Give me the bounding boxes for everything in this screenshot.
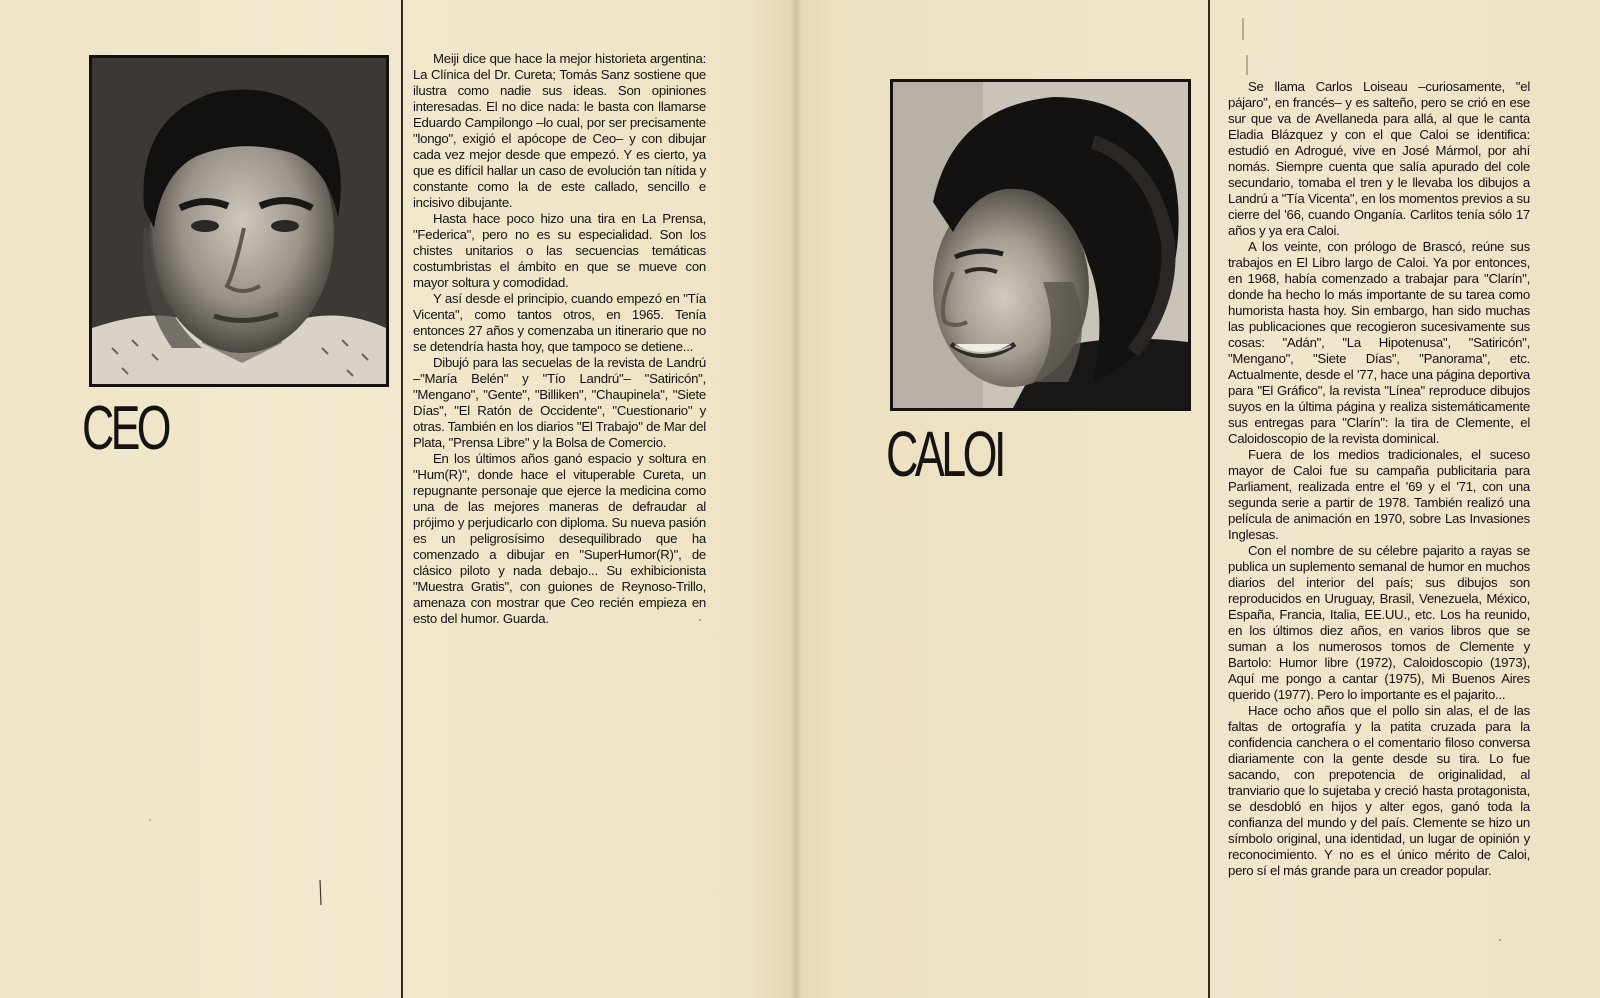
caloi-paragraph: Hace ocho años que el pollo sin alas, el de las faltas de ortografía y la patita cruzada para la confidencia canchera o el comentario filoso conversa diariamente con la gente desde su tira. Lo fue sacando, con prepotencia de originalidad, al tranviario que lo sujetaba y creció hasta protagonista, se desdobló en hijos y alter egos, ganó toda la confianza del mundo y del país. Clemente se hizo un símbolo original, una identidad, un lugar de opinión y reconocimiento. Y no es el único mérito de Caloi, pero sí el más grande para un creador popular. <box>1228 703 1530 878</box>
caloi-paragraph: Con el nombre de su célebre pajarito a rayas se publica un suplemento semanal de humor en muchos diarios del interior del país; sus dibujos son reproducidos en Uruguay, Brasil, Venezuela, México, España, Francia, Italia, EE.UU., etc. Los ha reunido, en los últimos diez años, en varios libros que se suman a los numerosos tomos de Clemente y Bartolo: Humor libre (1972), Caloidoscopio (1973), Aquí me pongo a cantar (1975), Mi Buenos Aires querido (1977). Pero lo importante es el pajarito... <box>1228 543 1530 702</box>
caloi-paragraph: A los veinte, con prólogo de Brascó, reúne sus trabajos en El Libro largo de Caloi. Ya por entonces, en 1968, había comenzado a trabajar para "Clarín", donde ha hecho lo más importante de su tarea como humorista hasta hoy. Sin embargo, han sido muchas las publicaciones que recogieron sucesivamente sus cosas: "Adán", "La Hipotenusa", "Satiricón", "Mengano", "Siete Días", "Panorama", etc. Actualmente, desde el '77, hace una página deportiva para "El Gráfico", la revista "Línea" reproduce dibujos suyos en la última página y realiza sistemáticamente sus entregas para "Clarín": la tira de Clemente, el Caloidoscopio de la revista dominical. <box>1228 239 1530 446</box>
ceo-paragraph: Hasta hace poco hizo una tira en La Prensa, "Federica", pero no es su especialidad. Son los chistes unitarios o las secuencias temáticas costumbristas el ámbito en que se mueve con mayor soltura y comodidad. <box>413 211 706 290</box>
caloi-name-heading: CALOI <box>886 418 1003 490</box>
caloi-paragraph: Fuera de los medios tradicionales, el suceso mayor de Caloi fue su campaña publicitaria para Parliament, realizada entre el '69 y el '71, con una segunda serie a partir de 1978. También realizó una película de animación en 1970, sobre Las Invasiones Inglesas. <box>1228 447 1530 542</box>
ceo-paragraph: Dibujó para las secuelas de la revista de Landrú –"María Belén" y "Tío Landrú"– "Satiricón", "Mengano", "Gente", "Billiken", "Chaupinela", "Siete Días", "El Ratón de Occidente", "Cuestionario" y otras. También en los diarios "El Trabajo" de Mar del Plata, "Prensa Libre" y la Bolsa de Comercio. <box>413 355 706 450</box>
ceo-name-heading: CEO <box>82 394 168 463</box>
ceo-paragraph: Meiji dice que hace la mejor historieta argentina: La Clínica del Dr. Cureta; Tomás Sanz sostiene que ilustra como nadie sus ideas. Son opiniones interesadas. El no dice nada: le basta con llamarse Eduardo Campilongo –lo cual, por ser precisamente "longo", exigió el apócope de Ceo– y con dibujar cada vez mejor desde que empezó. Y es cierto, ya que es difícil hallar un caso de evolución tan nítida y constante como la de este callado, sencillo e incisivo dibujante. <box>413 51 706 210</box>
ceo-paragraph: En los últimos años ganó espacio y soltura en "Hum(R)", donde hace el vituperable Cureta, un repugnante personaje que ejerce la medicina como una de las mejores maneras de defraudar al prójimo y perjudicarlo con diploma. Su nueva pasión es un peligrosísimo desequilibrado que ha comenzado a dibujar en "SuperHumor(R)", de clásico piloto y nada debajo... Su exhibicionista "Muestra Gratis", con guiones de Reynoso-Trillo, amenaza con mostrar que Ceo recién empieza en esto del humor. Guarda. <box>413 451 706 626</box>
caloi-paragraph: Se llama Carlos Loiseau –curiosamente, "el pájaro", en francés– y es salteño, pero se crió en ese sur que va de Avellaneda para allá, al que le canta Eladia Blázquez y con el que Caloi se identifica: estudió en Adrogué, vive en José Mármol, por ahí nomás. Siempre cuenta que salía apurado del cole secundario, tomaba el tren y le llevaba los dibujos a Landrú a "Tía Vicenta", en los momentos previos a su cierre del '66, cuando Onganía. Carlitos tenía sólo 17 años y ya era Caloi. <box>1228 79 1530 238</box>
ceo-paragraph: Y así desde el principio, cuando empezó en "Tía Vicenta", como tantos otros, en 1965. Tenía entonces 27 años y comenzaba un itinerario que no se detendría hasta hoy, que tampoco se detiene... <box>413 291 706 354</box>
